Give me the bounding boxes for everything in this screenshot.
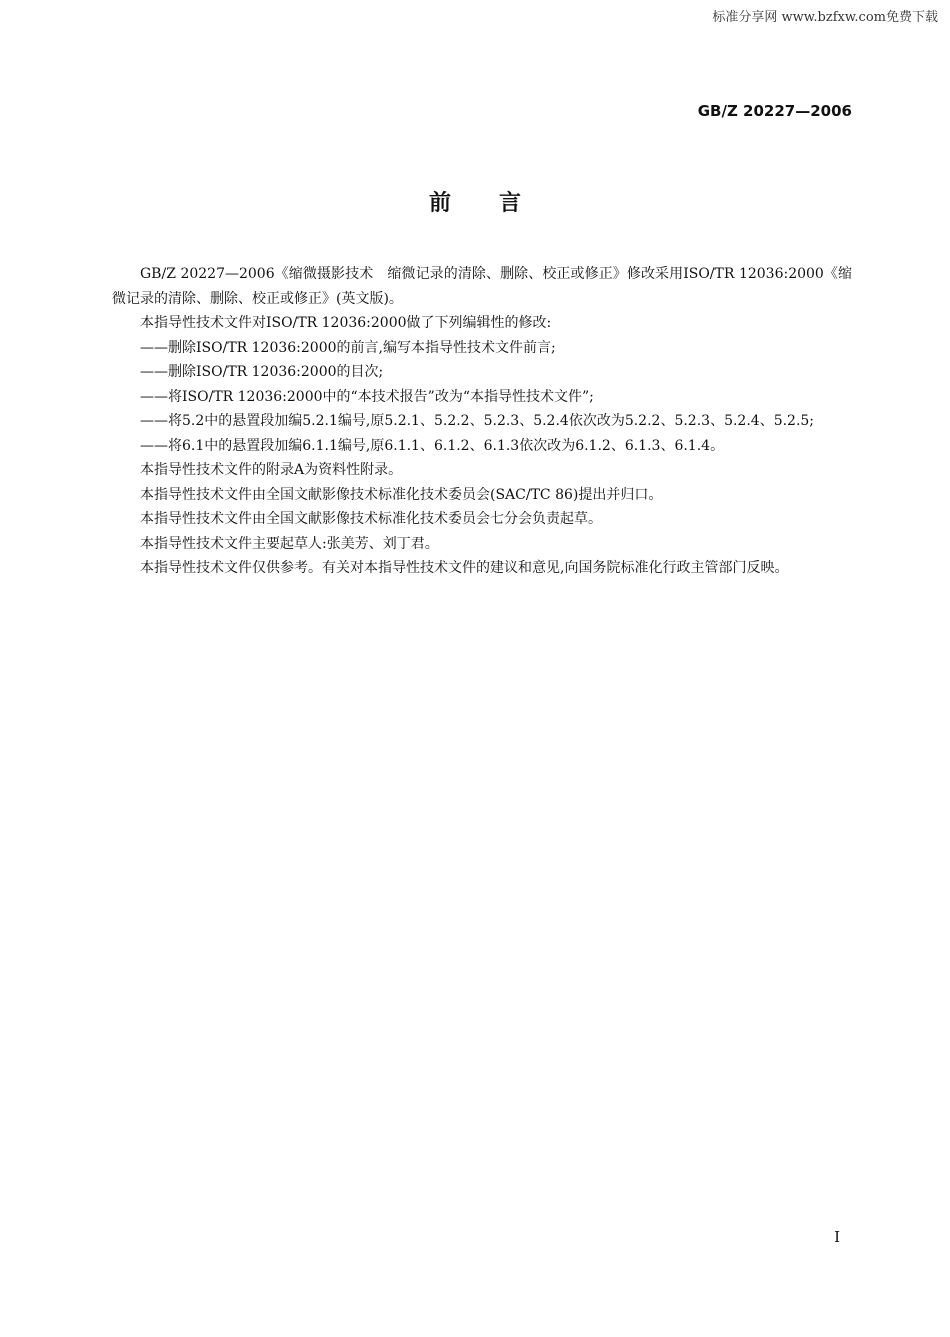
list-item: ——将5.2中的悬置段加编5.2.1编号,原5.2.1、5.2.2、5.2.3、5.2.4依次改为5.2.2、5.2.3、5.2.4、5.2.5; [140, 413, 815, 429]
list-item: ——删除ISO/TR 12036:2000的目次; [140, 364, 384, 380]
paragraph-drafting-unit: 本指导性技术文件由全国文献影像技术标准化技术委员会七分会负责起草。 [140, 511, 602, 527]
page-title: 前言 [428, 191, 569, 216]
list-item: ——删除ISO/TR 12036:2000的前言,编写本指导性技术文件前言; [140, 339, 556, 356]
foreword-body [112, 262, 852, 581]
list-item: ——将6.1中的悬置段加编6.1.1编号,原6.1.1、6.1.2、6.1.3依次改为6.1.2、6.1.3、6.1.4。 [140, 437, 725, 454]
paragraph-proposer: 本指导性技术文件由全国文献影像技术标准化技术委员会(SAC/TC 86)提出并归口。 [140, 486, 663, 503]
paragraph-drafters: 本指导性技术文件主要起草人:张美芳、刘丁君。 [140, 535, 439, 552]
paragraph-modifications-intro: 本指导性技术文件对ISO/TR 12036:2000做了下列编辑性的修改: [140, 315, 552, 331]
watermark-text: 标准分享网 www.bzfxw.com免费下载 [712, 10, 938, 25]
paragraph-annex: 本指导性技术文件的附录A为资料性附录。 [140, 462, 403, 478]
paragraph-adoption: GB/Z 20227—2006《缩微摄影技术 缩微记录的清除、删除、校正或修正》修改采用ISO/TR 12036:2000《缩微记录的清除、删除、校正或修正》(英文版)。 [112, 266, 852, 307]
document-code: GB/Z 20227—2006 [697, 102, 852, 120]
list-item: ——将ISO/TR 12036:2000中的“本技术报告”改为“本指导性技术文件”; [140, 388, 594, 405]
page-number: I [834, 1228, 840, 1246]
paragraph-reference-note: 本指导性技术文件仅供参考。有关对本指导性技术文件的建议和意见,向国务院标准化行政主管部门反映。 [140, 560, 789, 576]
